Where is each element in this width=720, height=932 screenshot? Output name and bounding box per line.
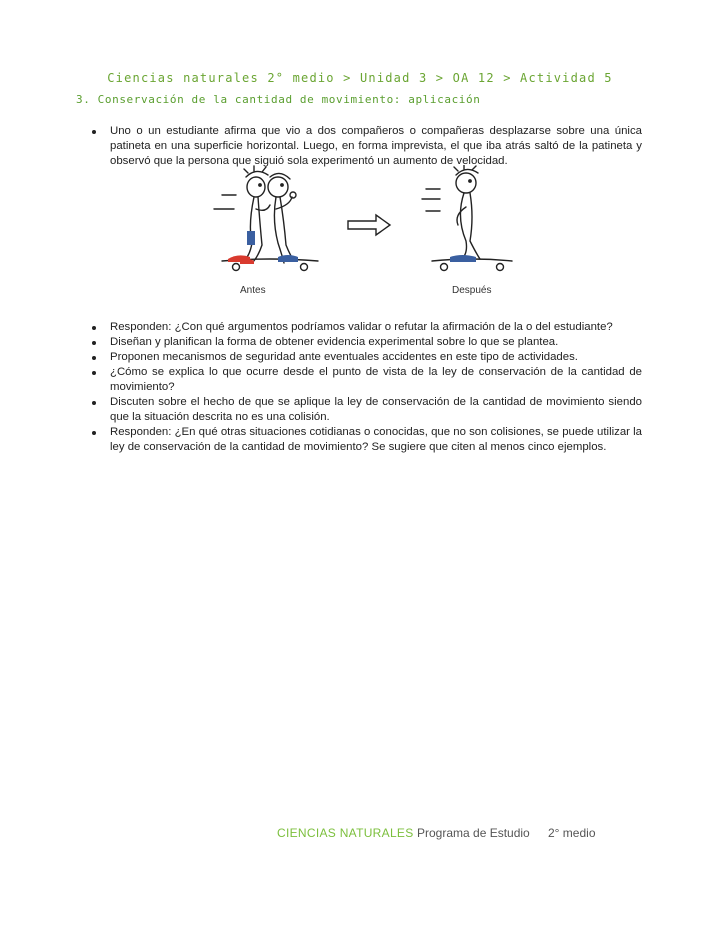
- page-header-title: Ciencias naturales 2° medio > Unidad 3 > OA 12 > Actividad 5: [107, 71, 613, 85]
- list-item: ¿Cómo se explica lo que ocurre desde el punto de vista de la ley de conservación de la cantidad de movimiento?: [90, 365, 642, 395]
- blue-shoe-after: [450, 255, 476, 262]
- blue-shoe: [278, 255, 298, 262]
- caption-before: Antes: [240, 285, 266, 296]
- list-item: Discuten sobre el hecho de que se aplique la ley de conservación de la cantidad de movimiento siendo que la situación descrita no es una colisión.: [90, 395, 642, 425]
- list-item: Responden: ¿Con qué argumentos podríamos validar o refutar la afirmación de la o del estudiante?: [90, 320, 642, 335]
- skateboard-figure: [200, 165, 520, 305]
- section-subtitle: 3. Conservación de la cantidad de movimiento: aplicación: [76, 93, 481, 106]
- list-item: Responden: ¿En qué otras situaciones cotidianas o conocidas, que no son colisiones, se puede utilizar la ley de conservación de la cantidad de movimiento? Se sugiere que citen al menos cinco ejemplos.: [90, 425, 642, 455]
- footer-grade: 2° medio: [548, 826, 596, 840]
- list-item: Proponen mecanismos de seguridad ante eventuales accidentes en este tipo de actividades.: [90, 350, 642, 365]
- arrow-right-icon: [348, 215, 390, 235]
- intro-list: [90, 124, 642, 169]
- activity-list: [90, 320, 642, 455]
- intro-bullet: Uno o un estudiante afirma que vio a dos compañeros o compañeras desplazarse sobre una única patineta en una superficie horizontal. Luego, en forma imprevista, el que iba atrás saltó de la patineta y observó que la persona que siguió sola experimentó un aumento de velocidad.: [90, 124, 642, 169]
- footer-subject: CIENCIAS NATURALES: [277, 826, 414, 840]
- riders-before-illustration: [214, 166, 318, 271]
- footer-program: Programa de Estudio: [417, 826, 530, 840]
- caption-after: Después: [452, 285, 492, 296]
- list-item: Diseñan y planifican la forma de obtener evidencia experimental sobre lo que se plantea.: [90, 335, 642, 350]
- rider-after-illustration: [422, 165, 512, 271]
- skateboard-illustration: [200, 165, 520, 300]
- blue-pants-patch: [247, 231, 255, 245]
